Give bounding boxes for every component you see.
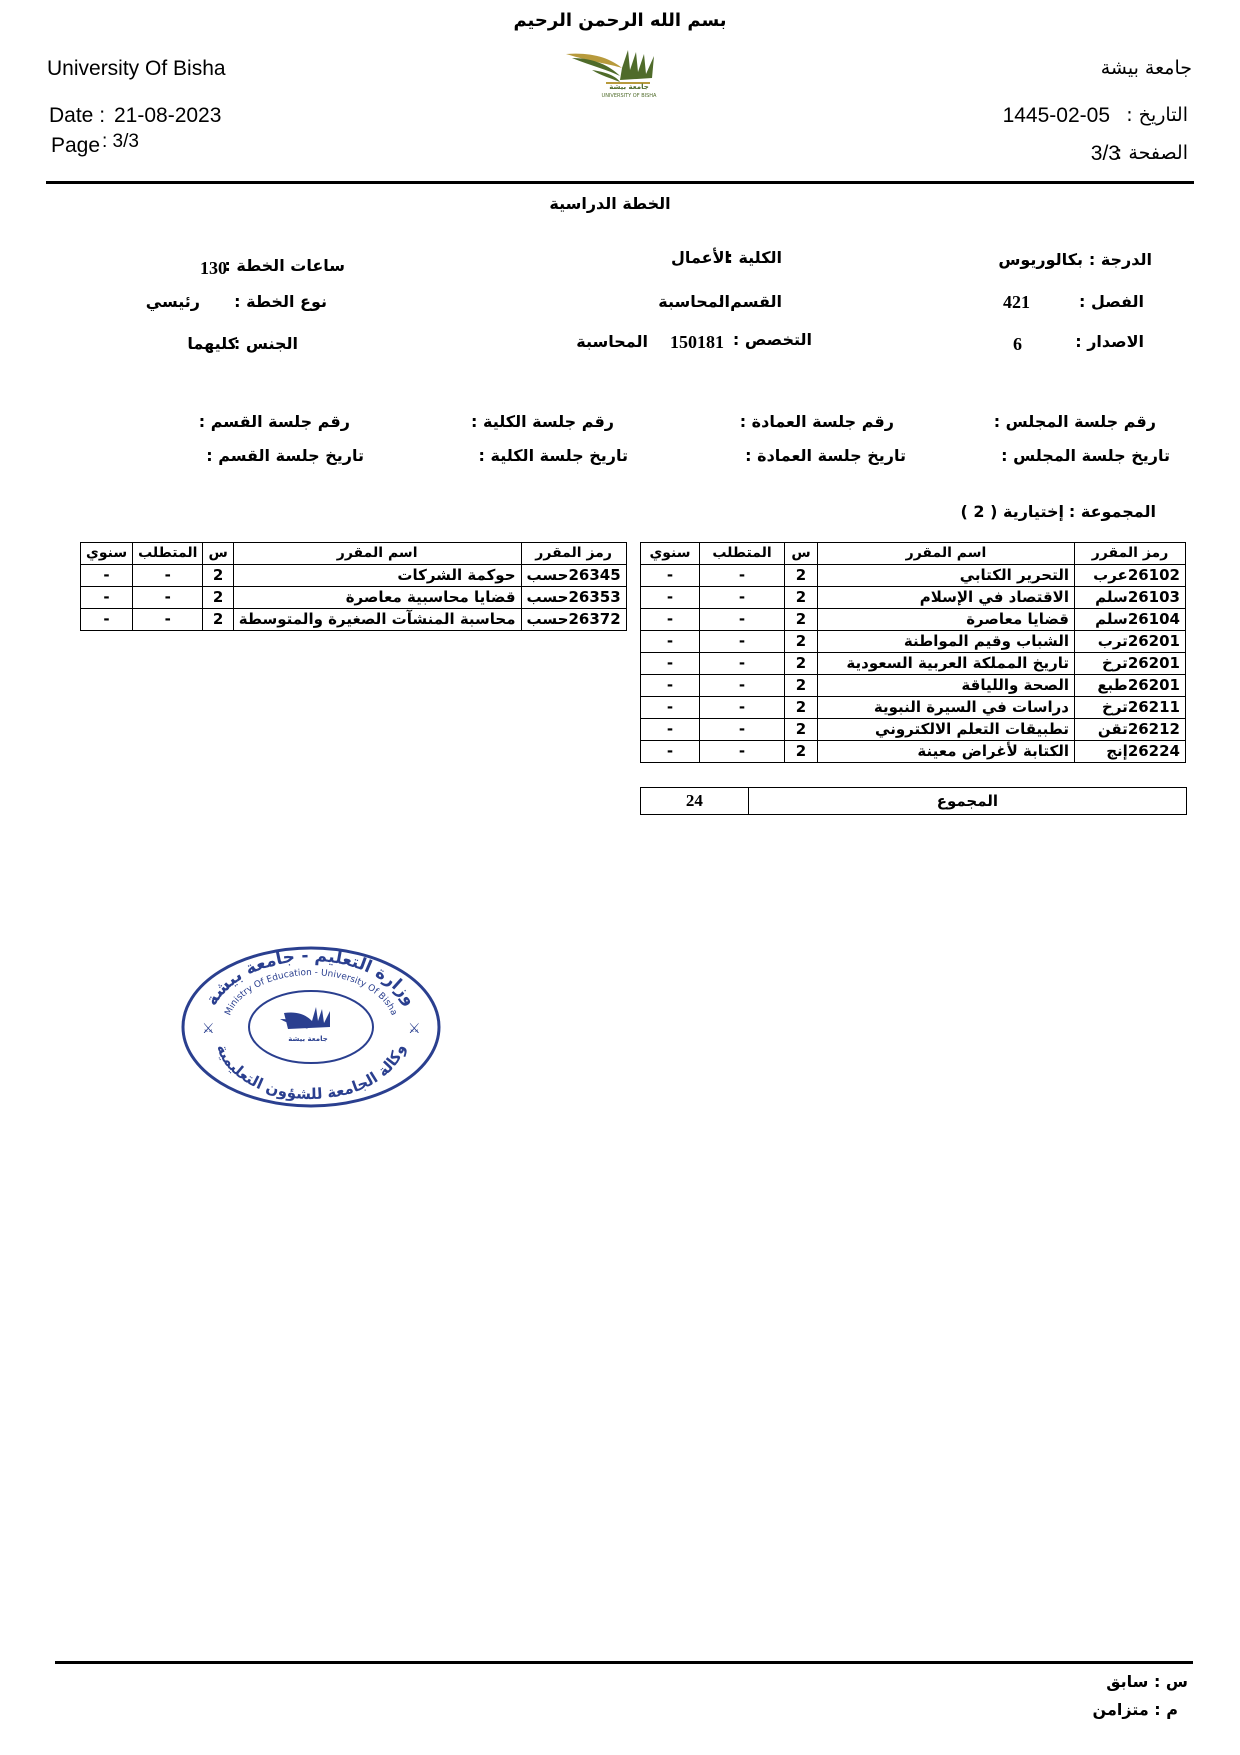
official-stamp — [180, 945, 442, 1109]
col-annual: سنوي — [81, 543, 133, 565]
deanship-session-no: رقم جلسة العمادة : — [739, 412, 894, 431]
course-name: دراسات في السيرة النبوية — [818, 697, 1075, 719]
course-annual: - — [641, 675, 700, 697]
course-code: 26212تقن — [1075, 719, 1186, 741]
col-hours: س — [785, 543, 818, 565]
plan-type-value: رئيسي — [145, 292, 200, 311]
table-row — [641, 675, 1186, 697]
course-prereq: - — [700, 565, 785, 587]
department-value: المحاسبة — [658, 292, 730, 311]
table-row — [641, 587, 1186, 609]
course-name: الاقتصاد في الإسلام — [818, 587, 1075, 609]
course-prereq: - — [700, 675, 785, 697]
table-row — [641, 565, 1186, 587]
council-session-no: رقم جلسة المجلس : — [993, 412, 1156, 431]
col-code: رمز المقرر — [1075, 543, 1186, 565]
col-annual: سنوي — [641, 543, 700, 565]
course-hours: 2 — [785, 587, 818, 609]
dept-session-date: تاريخ جلسة القسم : — [206, 446, 364, 465]
major-code: 150181 — [670, 332, 724, 352]
department-label: القسم : — [718, 292, 782, 311]
course-prereq: - — [133, 565, 203, 587]
plan-type-label: نوع الخطة : — [234, 292, 327, 311]
table-header-row — [81, 543, 627, 565]
course-code: 26211ترخ — [1075, 697, 1186, 719]
stamp-seal-icon — [180, 945, 442, 1109]
course-name: قضايا معاصرة — [818, 609, 1075, 631]
course-hours: 2 — [785, 565, 818, 587]
course-annual: - — [641, 653, 700, 675]
course-hours: 2 — [785, 609, 818, 631]
course-code: 26353حسب — [521, 587, 626, 609]
footer-divider — [55, 1661, 1193, 1664]
course-hours: 2 — [785, 631, 818, 653]
course-prereq: - — [700, 587, 785, 609]
course-name: الصحة واللياقة — [818, 675, 1075, 697]
table-row — [81, 609, 627, 631]
page-value-ar: 3/3 — [1090, 142, 1120, 165]
course-name: تاريخ المملكة العربية السعودية — [818, 653, 1075, 675]
semester-value: 421 — [1003, 292, 1030, 312]
course-annual: - — [81, 587, 133, 609]
table-row — [641, 609, 1186, 631]
college-session-no: رقم جلسة الكلية : — [471, 412, 614, 431]
course-hours: 2 — [785, 697, 818, 719]
date-label-ar: التاريخ : — [1126, 104, 1188, 126]
course-annual: - — [641, 565, 700, 587]
course-code: 26345حسب — [521, 565, 626, 587]
degree-value: بكالوريوس — [998, 250, 1083, 269]
gender-value: كليهما — [187, 334, 237, 353]
course-code: 26224إنج — [1075, 741, 1186, 763]
university-name-ar: جامعة بيشة — [1100, 57, 1192, 79]
page-label-ar: الصفحة : — [1115, 142, 1188, 164]
course-annual: - — [641, 719, 700, 741]
course-annual: - — [81, 565, 133, 587]
course-name: التحرير الكتابي — [818, 565, 1075, 587]
course-name: تطبيقات التعلم الالكتروني — [818, 719, 1075, 741]
semester-label: الفصل : — [1078, 292, 1144, 311]
page-label-en: Page — [51, 134, 101, 157]
courses-table-left — [80, 542, 627, 631]
university-logo — [562, 46, 672, 104]
courses-table-right — [640, 542, 1186, 763]
stamp-bottom-text: وكالة الجامعة للشؤون التعليمية — [213, 1041, 409, 1104]
date-value-en: 21-08-2023 — [114, 104, 222, 127]
college-session-date: تاريخ جلسة الكلية : — [478, 446, 628, 465]
col-name: اسم المقرر — [233, 543, 521, 565]
course-hours: 2 — [785, 675, 818, 697]
council-session-date: تاريخ جلسة المجلس : — [1001, 446, 1170, 465]
course-code: 26104سلم — [1075, 609, 1186, 631]
logo-caption-en: UNIVERSITY OF BISHA — [601, 93, 657, 99]
course-hours: 2 — [785, 653, 818, 675]
header-divider — [46, 181, 1194, 184]
stamp-right-emblem-icon: ⚔ — [408, 1021, 421, 1037]
course-hours: 2 — [785, 741, 818, 763]
plan-hours-value: 130 — [200, 258, 227, 278]
group-value: إختيارية ( 2 ) — [960, 502, 1064, 521]
col-code: رمز المقرر — [521, 543, 626, 565]
table-row — [81, 587, 627, 609]
college-label: الكلية : — [726, 248, 782, 267]
university-name-en: University Of Bisha — [47, 57, 226, 80]
col-name: اسم المقرر — [818, 543, 1075, 565]
total-value: 24 — [685, 791, 703, 810]
version-label: الاصدار : — [1075, 332, 1144, 351]
course-name: محاسبة المنشآت الصغيرة والمتوسطة — [233, 609, 521, 631]
date-label-en: Date : — [49, 104, 106, 127]
course-code: 26103سلم — [1075, 587, 1186, 609]
degree-label: الدرجة : — [1088, 250, 1152, 269]
course-hours: 2 — [203, 587, 233, 609]
total-row — [640, 787, 1187, 815]
course-hours: 2 — [203, 609, 233, 631]
legend-previous: س : سابق — [1106, 1672, 1188, 1691]
course-annual: - — [641, 587, 700, 609]
course-hours: 2 — [785, 719, 818, 741]
date-value-ar: 1445-02-05 — [1002, 104, 1110, 127]
course-name: قضايا محاسبية معاصرة — [233, 587, 521, 609]
course-hours: 2 — [203, 565, 233, 587]
total-label: المجموع — [748, 788, 1186, 814]
course-prereq: - — [700, 741, 785, 763]
course-code: 26102عرب — [1075, 565, 1186, 587]
stamp-outer-text: وزارة التعليم - جامعة بيشة — [201, 945, 421, 1010]
course-prereq: - — [700, 609, 785, 631]
course-prereq: - — [700, 631, 785, 653]
table-row — [641, 719, 1186, 741]
course-code: 26201طبع — [1075, 675, 1186, 697]
course-name: الشباب وقيم المواطنة — [818, 631, 1075, 653]
course-prereq: - — [133, 609, 203, 631]
major-label: التخصص : — [732, 330, 812, 349]
table-row — [641, 697, 1186, 719]
course-prereq: - — [700, 719, 785, 741]
table-header-row — [641, 543, 1186, 565]
table-row — [641, 741, 1186, 763]
deanship-session-date: تاريخ جلسة العمادة : — [745, 446, 906, 465]
course-prereq: - — [133, 587, 203, 609]
stamp-left-emblem-icon: ⚔ — [202, 1021, 215, 1037]
course-annual: - — [641, 741, 700, 763]
table-row — [641, 653, 1186, 675]
major-name: المحاسبة — [576, 332, 648, 351]
gender-label: الجنس : — [233, 334, 298, 353]
table-row — [81, 565, 627, 587]
course-annual: - — [81, 609, 133, 631]
course-annual: - — [641, 631, 700, 653]
dept-session-no: رقم جلسة القسم : — [198, 412, 350, 431]
col-prereq: المتطلب — [700, 543, 785, 565]
course-annual: - — [641, 609, 700, 631]
course-code: 26201ترب — [1075, 631, 1186, 653]
course-prereq: - — [700, 697, 785, 719]
course-name: حوكمة الشركات — [233, 565, 521, 587]
course-code: 26372حسب — [521, 609, 626, 631]
version-value: 6 — [1013, 334, 1022, 354]
col-hours: س — [203, 543, 233, 565]
table-row — [641, 631, 1186, 653]
basmala: بسم الله الرحمن الرحيم — [513, 10, 727, 31]
stamp-inner-text: Ministry Of Education - University Of Bisha — [223, 967, 399, 1018]
legend-concurrent: م : متزامن — [1092, 1700, 1178, 1719]
college-value: الأعمال — [671, 248, 730, 267]
logo-caption-ar: جامعة بيشة — [609, 83, 649, 91]
col-prereq: المتطلب — [133, 543, 203, 565]
plan-hours-label: ساعات الخطة : — [224, 256, 345, 275]
course-code: 26201ترخ — [1075, 653, 1186, 675]
page-value-en: : 3/3 — [102, 131, 139, 152]
stamp-center-caption: جامعة بيشة — [288, 1035, 328, 1043]
page-title: الخطة الدراسية — [549, 194, 671, 213]
course-name: الكتابة لأغراض معينة — [818, 741, 1075, 763]
group-label: المجموعة : — [1068, 502, 1156, 521]
course-prereq: - — [700, 653, 785, 675]
course-annual: - — [641, 697, 700, 719]
